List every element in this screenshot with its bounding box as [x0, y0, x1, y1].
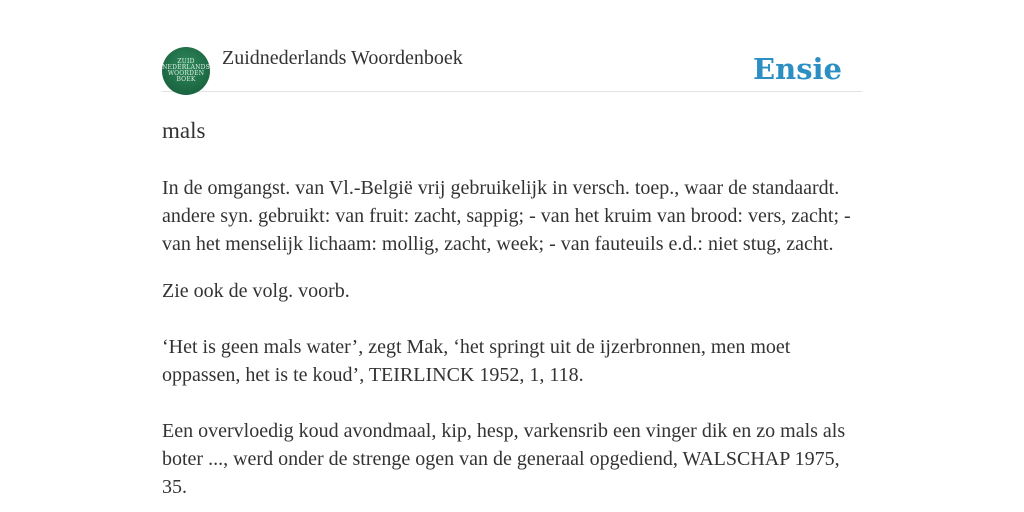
site-name-link[interactable]: Zuidnederlands Woordenboek	[222, 47, 463, 69]
entry-quote: Een overvloedig koud avondmaal, kip, hesp, varkensrib een vinger dik en zo mals als boter ..., werd onder de strenge ogen van de generaal opgediend, WALSCHAP 1975, 35.	[162, 420, 846, 498]
entry-content	[162, 112, 862, 501]
logo-line: BOEK	[176, 76, 196, 83]
ensie-brand-link[interactable]: Ensie	[753, 52, 842, 86]
site-header	[162, 46, 862, 92]
entry-headword: mals	[162, 118, 206, 143]
entry-definition: In de omgangst. van Vl.-België vrij gebruikelijk in versch. toep., waar de standaardt. andere syn. gebruikt: van fruit: zacht, sappig; - van het kruim van brood: vers, zacht; - van het menselijk lichaam: mollig, zacht, week; - van fauteuils e.d.: niet stug, zacht.	[162, 177, 851, 255]
entry-see-also: Zie ook de volg. voorb.	[162, 280, 350, 302]
logo-line: WOORDEN	[167, 70, 205, 77]
entry-quote: ‘Het is geen mals water’, zegt Mak, ‘het springt uit de ijzerbronnen, men moet oppassen, het is te koud’, TEIRLINCK 1952, 1, 118.	[162, 336, 791, 386]
logo-line: ZUID	[177, 58, 195, 65]
site-logo[interactable]	[162, 47, 210, 95]
logo-line: NEDERLANDS	[162, 64, 210, 71]
